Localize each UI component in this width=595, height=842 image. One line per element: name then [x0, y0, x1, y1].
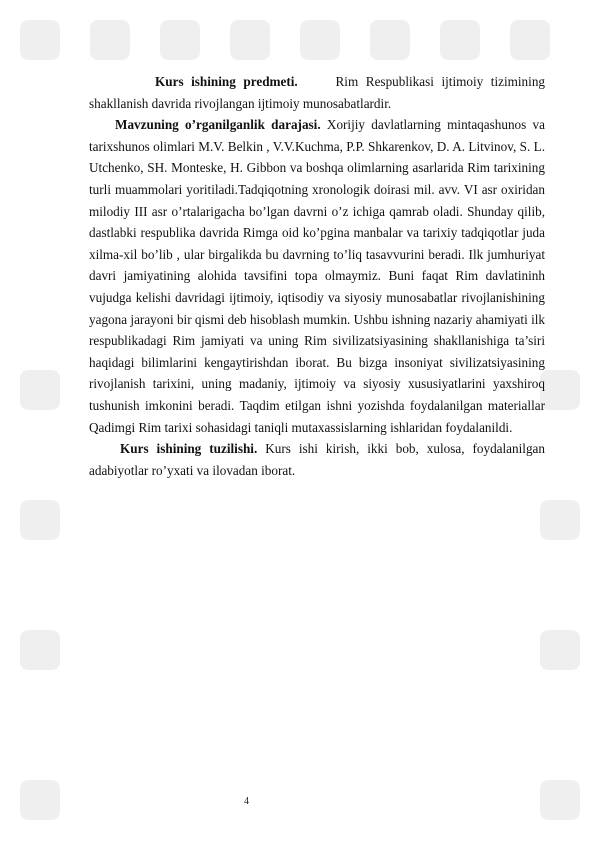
page-number: 4 [244, 796, 249, 807]
paragraph-subject [89, 71, 545, 114]
text-subject: Rim Respublikasi ijtimoiy tizimining shakllanish davrida rivojlangan ijtimoiy munosabatlardir. [89, 74, 546, 111]
paragraph-study-level [89, 114, 545, 438]
heading-subject: Kurs ishining predmeti. [155, 74, 298, 89]
text-study-level: Xorijiy davlatlarning mintaqashunos va tarixshunos olimlari M.V. Belkin , V.V.Kuchma, P.P. Shkarenkov, D. A. Litvinov, S. L. Utchenko, SH. Monteske, H. Gibbon va boshqa olimlarning asarlarida Rim tarixining turli muammolari yoritiladi.Tadqiqotning xronologik doirasi mil. avv. VI asr oxiridan milodiy III asr o’rtalarigacha bo’lgan davrni o’z ichiga qamrab oladi. Shunday qilib, dastlabki respublika davrida Rimga oid ko’pgina manbalar va tarixiy tadqiqotlar juda xilma-xil bo’lib , ular birgalikda bu davrning to’liq tasavvurini beradi. Ilk jumhuriyat davri jamiyatining alohida tavsifini topa olmaymiz. Buni faqat Rim davlatininh vujudga kelishi davridagi ijtimoiy, iqtisodiy va siyosiy munosabatlar rivojlanishining yagona jarayoni bir qismi deb hisoblash mumkin. Ushbu ishning nazariy ahamiyati ilk respublikadagi Rim jamiyati va uning Rim sivilizatsiyasining shakllanishiga ta’siri haqidagi bilimlarini kengaytirishdan iborat. Bu bizga insoniyat sivilizatsiyasining rivojlanish tarixini, uning madaniy, ijtimoiy va siyosiy xususiyatlarini yaxshiroq tushunish imkonini beradi. Taqdim etilgan ishni yozishda foydalanilgan materiallar Qadimgi Rim tarixi sohasidagi taniqli mutaxassislarning ishlaridan foydalanildi. [89, 117, 545, 435]
text-structure: Kurs ishi kirish, ikki bob, xulosa, foydalanilgan adabiyotlar ro’yxati va ilovadan iborat. [89, 441, 546, 478]
heading-study-level: Mavzuning o’rganilganlik darajasi. [115, 117, 321, 133]
heading-structure: Kurs ishining tuzilishi. [120, 441, 258, 457]
paragraph-structure [89, 438, 545, 481]
body-text [89, 71, 545, 481]
